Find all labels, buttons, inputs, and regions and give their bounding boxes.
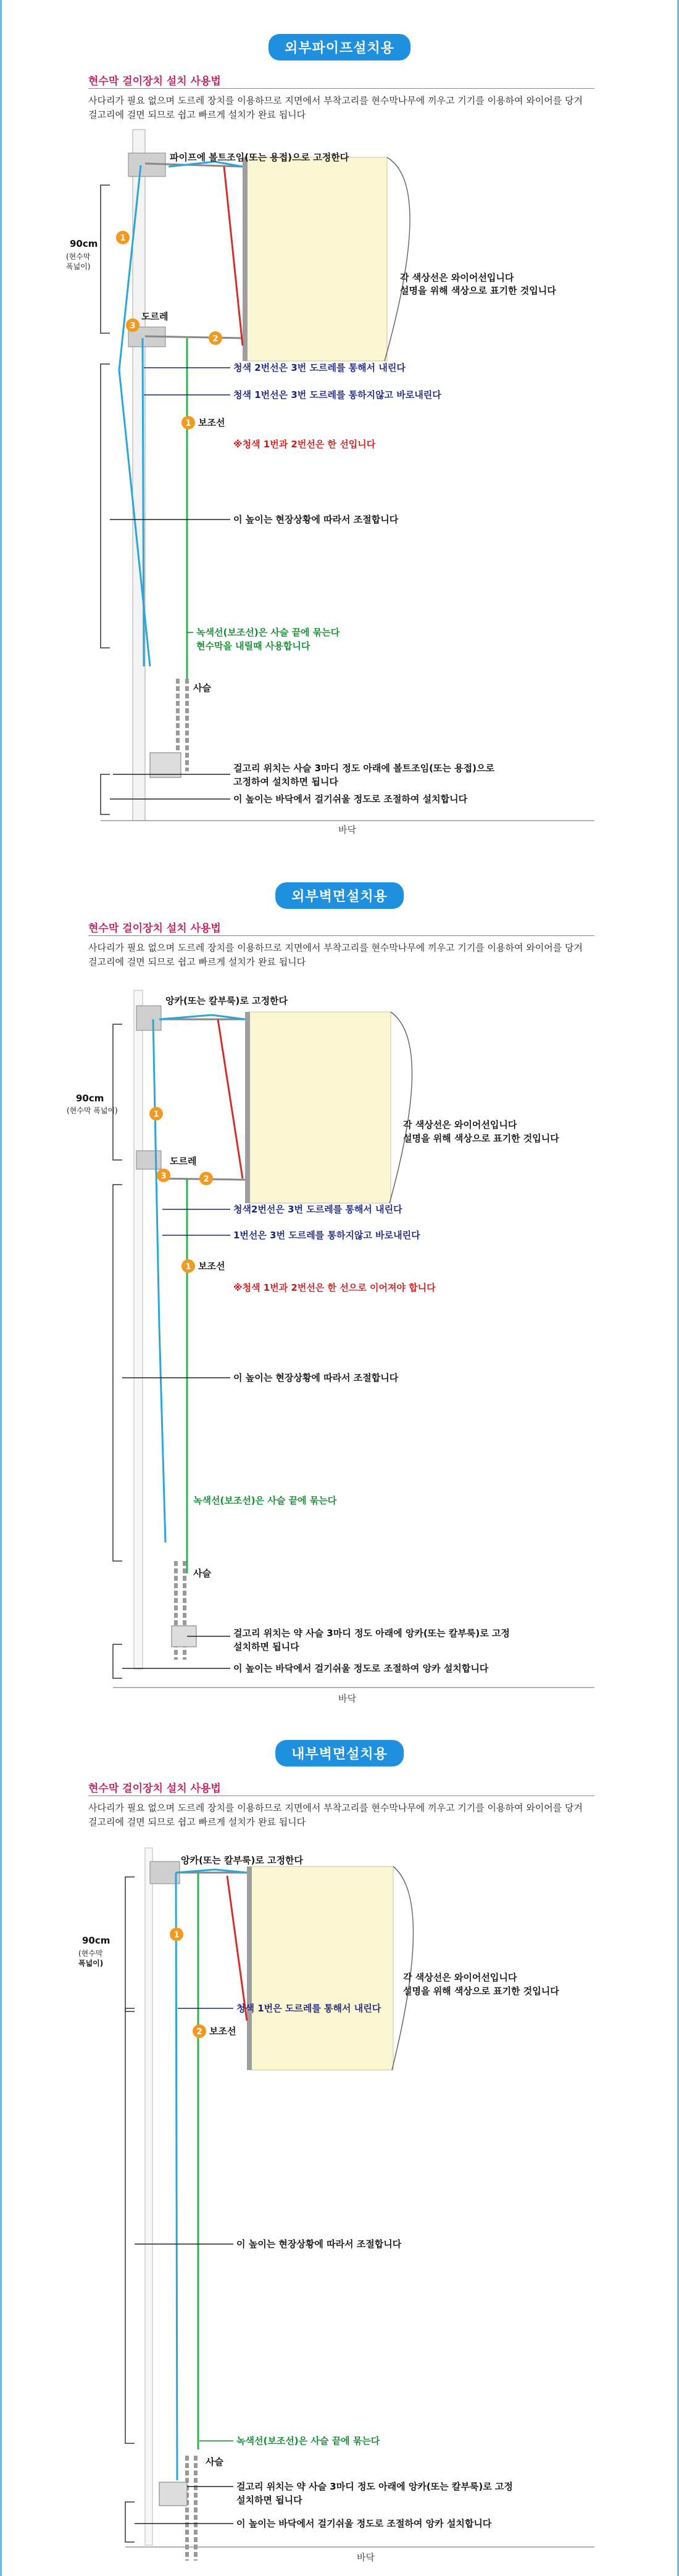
label-height-note-2: 폭넓이) [66,262,91,271]
banner [245,157,387,361]
label-ground-adjust: 이 높이는 바닥에서 걸기쉬울 정도로 조절하여 앙카 설치합니다 [236,2518,492,2529]
label-floor: 바닥 [338,824,356,835]
label-aux: 보조선 [198,417,225,428]
label-height-note-1: (현수막 [78,1949,103,1958]
adjust-bracket [113,1185,122,1561]
badge-3-label: 3 [130,321,136,331]
section-description: 사다리가 필요 없으며 도르레 장치를 이용하므로 지면에서 부착고리를 현수막나무에 끼우고 기기를 이용하여 와이어를 당겨 걸고리에 걸면 되므로 쉽고 빠르게 설치가 완료 됩니다 [88,1802,583,1828]
label-height-note-2: 폭넓이) [78,1959,104,1968]
label-chain: 사슬 [193,1568,211,1579]
red-wire [227,1876,247,2021]
section-title: 외부파이프설치용 [269,34,410,60]
diagram-external-wall [2,858,679,1715]
blue-wire-2 [143,338,144,666]
label-green-1: 녹색선(보조선)은 사슬 끝에 묶는다 [196,627,340,638]
label-hook-1: 걸고리 위치는 약 사슬 3마디 정도 아래에 앙카(또는 칼부룩)로 고정 [236,2481,513,2492]
label-line-a: 청색 2번선은 3번 도르레를 통해서 내린다 [233,362,406,373]
label-green-1: 녹색선(보조선)은 사슬 끝에 묶는다 [236,2435,380,2446]
badge-1-label: 1 [120,234,126,243]
label-line-b: 1번선은 3번 도르레를 통하지않고 바로내린다 [233,1230,420,1241]
label-line-a: 청색2번선은 3번 도르레를 통해서 내린다 [233,1204,402,1215]
label-aux: 보조선 [209,2026,236,2037]
label-wire-note-1: 각 색상선은 와이어선입니다 [400,272,514,283]
height-bracket [113,1024,122,1160]
label-green-1: 녹색선(보조선)은 사슬 끝에 묶는다 [193,1495,337,1506]
section-external-wall [2,858,677,1715]
label-adjust: 이 높이는 현장상황에 따라서 조절합니다 [236,2238,402,2250]
badge-2-label: 2 [203,1175,209,1184]
label-hook-2: 설치하면 됩니다 [233,1641,299,1652]
badge-aux-label: 1 [185,419,191,428]
ground-bracket [125,2502,135,2542]
ground-bracket [101,774,110,814]
banner-curl [392,1866,414,2070]
red-wire [224,167,243,346]
label-pulley: 도르레 [170,1156,197,1167]
label-hook-2: 설치하면 됩니다 [236,2495,302,2506]
height-bracket [125,1877,135,2011]
label-ground-adjust: 이 높이는 바닥에서 걸기쉬울 정도로 조절하여 앙카 설치합니다 [233,1663,489,1674]
section-internal-wall [2,1715,677,2576]
banner [249,1012,391,1203]
label-ground-adjust: 이 높이는 바닥에서 걸기쉬울 정도로 조절하여 설치합니다 [233,793,468,805]
section-description: 사다리가 필요 없으며 도르레 장치를 이용하므로 지면에서 부착고리를 현수막나무에 끼우고 기기를 이용하여 와이어를 당겨 걸고리에 걸면 되므로 쉽고 빠르게 설치가 완료 됩니다 [88,942,583,967]
label-height-90: 90cm [76,1093,104,1104]
banner-curl [389,1012,412,1203]
wall [145,1848,152,2545]
section-external-pipe [2,0,677,858]
hook [150,753,181,777]
label-top-fix: 앙카(또는 칼부룩)로 고정한다 [165,995,288,1006]
banner-pole [247,1866,252,2070]
label-floor: 바닥 [338,1693,356,1704]
banner-pole [245,1012,250,1203]
red-wire [218,1019,243,1178]
badge-aux-label: 1 [185,1262,191,1272]
section-title: 외부벽면설치용 [275,882,404,909]
section-title: 내부벽면설치용 [275,1740,404,1766]
label-wire-note-2: 설명을 위해 색상으로 표기한 것입니다 [403,1986,559,1997]
adjust-bracket [101,364,110,648]
label-hook-1: 걸고리 위치는 약 사슬 3마디 정도 아래에 앙카(또는 칼부룩)로 고정 [233,1628,510,1639]
label-hook-1: 걸고리 위치는 사슬 3마디 정도 아래에 볼트조임(또는 용접)으로 [233,763,494,774]
badge-1-label: 1 [153,1110,159,1119]
banner-curl [385,157,410,361]
label-chain: 사슬 [193,682,211,694]
banner [251,1866,393,2070]
label-aux: 보조선 [198,1261,225,1272]
label-height-note-1: (현수막 [66,252,91,261]
ground-bracket [113,1644,122,1678]
label-hook-2: 고정하여 설치하면 됩니다 [233,776,338,787]
label-height-90: 90cm [70,238,98,249]
label-adjust: 이 높이는 현장상황에 따라서 조절합니다 [233,1372,399,1383]
label-top-fix: 파이프에 볼트조임(또는 용접)으로 고정한다 [170,152,349,163]
label-wire-note-2: 설명을 위해 색상으로 표기한 것입니다 [403,1133,559,1144]
label-height-90: 90cm [82,1935,110,1946]
label-floor: 바닥 [357,2552,375,2563]
adjust-bracket [125,2008,135,2443]
wall [134,990,143,1669]
badge-2-label: 2 [212,334,219,344]
label-red-note: ※청색 1번과 2번선은 한 선입니다 [233,439,376,450]
diagram-external-pipe [2,0,679,858]
label-red-note: ※청색 1번과 2번선은 한 선으로 이어져야 합니다 [233,1282,436,1293]
pulley-bracket [136,1151,161,1169]
label-height-note-1: (현수막 폭넓이) [67,1106,118,1115]
top-bracket [136,1006,161,1030]
section-subtitle: 현수막 걸이장치 설치 사용법 [88,922,221,935]
label-wire-note-2: 설명을 위해 색상으로 표기한 것입니다 [400,285,556,296]
hook [159,2482,187,2506]
chain [187,2456,196,2561]
label-line-b: 청색 1번선은 3번 도르레를 통하지않고 바로내린다 [233,389,441,400]
section-description: 사다리가 필요 없으며 도르레 장치를 이용하므로 지면에서 부착고리를 현수막나무에 끼우고 기기를 이용하여 와이어를 당겨 걸고리에 걸면 되므로 쉽고 빠르게 설치가 완료 됩니다 [88,95,583,120]
banner-pole [243,157,248,361]
section-subtitle: 현수막 걸이장치 설치 사용법 [88,75,221,88]
label-adjust: 이 높이는 현장상황에 따라서 조절합니다 [233,514,399,525]
label-green-2: 현수막을 내릴때 사용합니다 [196,640,310,652]
blue-wire-1 [153,1019,165,1543]
label-top-fix: 앙카(또는 칼부룩)로 고정한다 [181,1855,304,1866]
label-chain: 사슬 [206,2456,223,2467]
label-line-a: 청색 1번은 도르레를 통해서 내린다 [236,2003,381,2014]
label-wire-note-1: 각 색상선은 와이어선입니다 [403,1119,517,1130]
badge-3-label: 3 [160,1172,167,1181]
height-bracket [101,185,110,333]
label-wire-note-1: 각 색상선은 와이어선입니다 [403,1972,517,1983]
badge-2-label: 2 [196,2027,202,2037]
diagram-internal-wall [2,1715,679,2576]
label-pulley: 도르레 [141,311,169,322]
section-subtitle: 현수막 걸이장치 설치 사용법 [88,1783,221,1795]
blue-wire-1 [176,1873,177,2480]
badge-1-label: 1 [173,1931,180,1940]
